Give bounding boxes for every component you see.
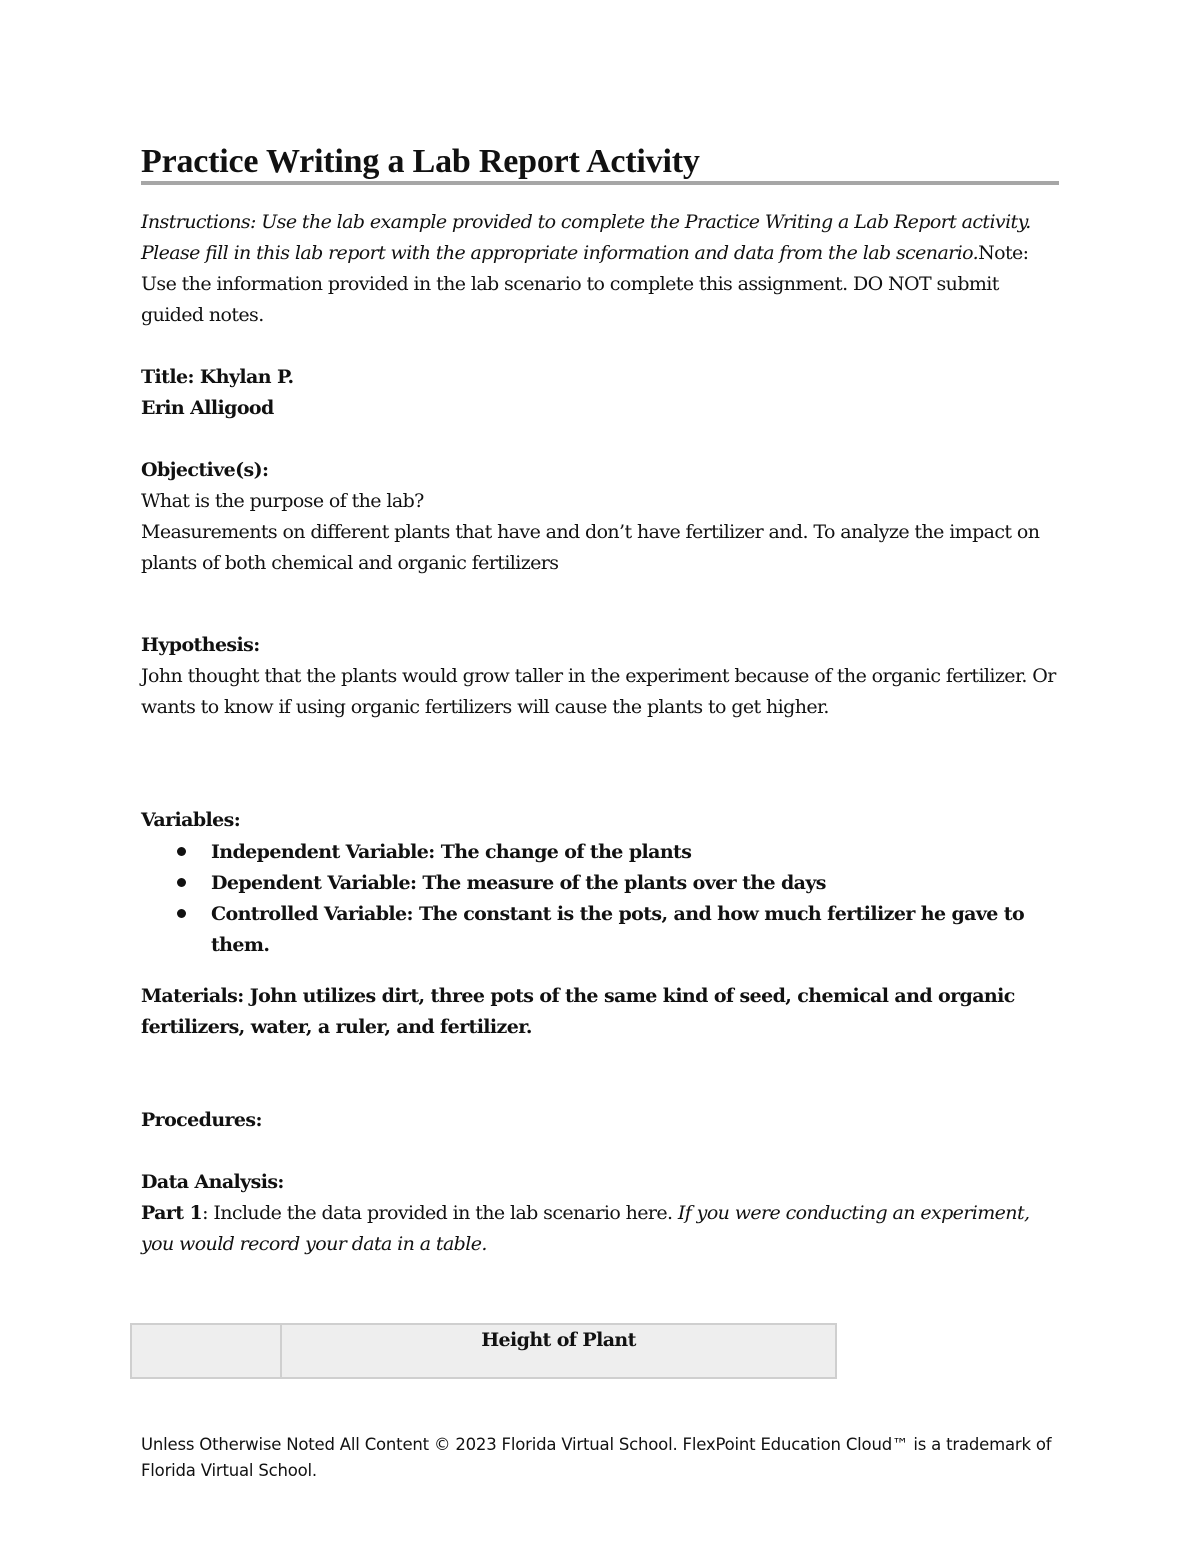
part-italic: If you were conducting an experiment, you would record your data in a table.	[141, 1202, 1030, 1255]
objective-question: What is the purpose of the lab?	[141, 490, 424, 512]
part-label: Part 1	[141, 1202, 203, 1224]
hypothesis-heading: Hypothesis:	[141, 634, 260, 656]
bullet-icon	[177, 847, 186, 856]
data-analysis-part1	[141, 1198, 1059, 1260]
title-line: Title: Khylan P.	[141, 366, 294, 388]
part-text: : Include the data provided in the lab scenario here.	[202, 1202, 678, 1224]
instructions-text: Instructions: Use the lab example provided to complete the Practice Writing a Lab Report activity. Please fill in this lab report with the appropriate information and data from the lab scenario.	[141, 211, 1031, 264]
list-item	[141, 868, 1059, 899]
data-analysis-heading: Data Analysis:	[141, 1171, 284, 1193]
variable-independent: Independent Variable: The change of the plants	[211, 841, 692, 863]
objective-answer: Measurements on different plants that have and don’t have fertilizer and. To analyze the impact on plants of both chemical and organic fertilizers	[141, 521, 1040, 574]
table-header-cell-1	[131, 1324, 281, 1378]
objective-heading: Objective(s):	[141, 459, 269, 481]
author-line: Erin Alligood	[141, 397, 274, 419]
list-item	[141, 899, 1059, 961]
title-divider	[141, 181, 1059, 185]
bullet-icon	[177, 909, 186, 918]
page-title: Practice Writing a Lab Report Activity	[141, 143, 700, 180]
variables-list	[141, 837, 1059, 961]
data-table	[130, 1323, 837, 1379]
table-header-cell-2: Height of Plant	[281, 1324, 836, 1378]
materials-text: Materials: John utilizes dirt, three pots of the same kind of seed, chemical and organic fertilizers, water, a ruler, and fertilizer.	[141, 985, 1015, 1038]
table-row	[131, 1324, 836, 1378]
variable-dependent: Dependent Variable: The measure of the plants over the days	[211, 872, 826, 894]
footer-text: Unless Otherwise Noted All Content © 2023 Florida Virtual School. FlexPoint Education Cloud™ is a trademark of Florida Virtual School.	[141, 1435, 1052, 1480]
instructions-paragraph	[141, 207, 1059, 331]
list-item	[141, 837, 1059, 868]
variable-controlled: Controlled Variable: The constant is the pots, and how much fertilizer he gave to them.	[211, 903, 1025, 956]
bullet-icon	[177, 878, 186, 887]
hypothesis-text: John thought that the plants would grow taller in the experiment because of the organic fertilizer. Or wants to know if using organic fertilizers will cause the plants to get higher.	[141, 665, 1056, 718]
instructions-note: Note: Use the information provided in the lab scenario to complete this assignment. DO NOT submit guided notes.	[141, 242, 1029, 326]
procedures-heading: Procedures:	[141, 1109, 262, 1131]
variables-heading: Variables:	[141, 809, 241, 831]
